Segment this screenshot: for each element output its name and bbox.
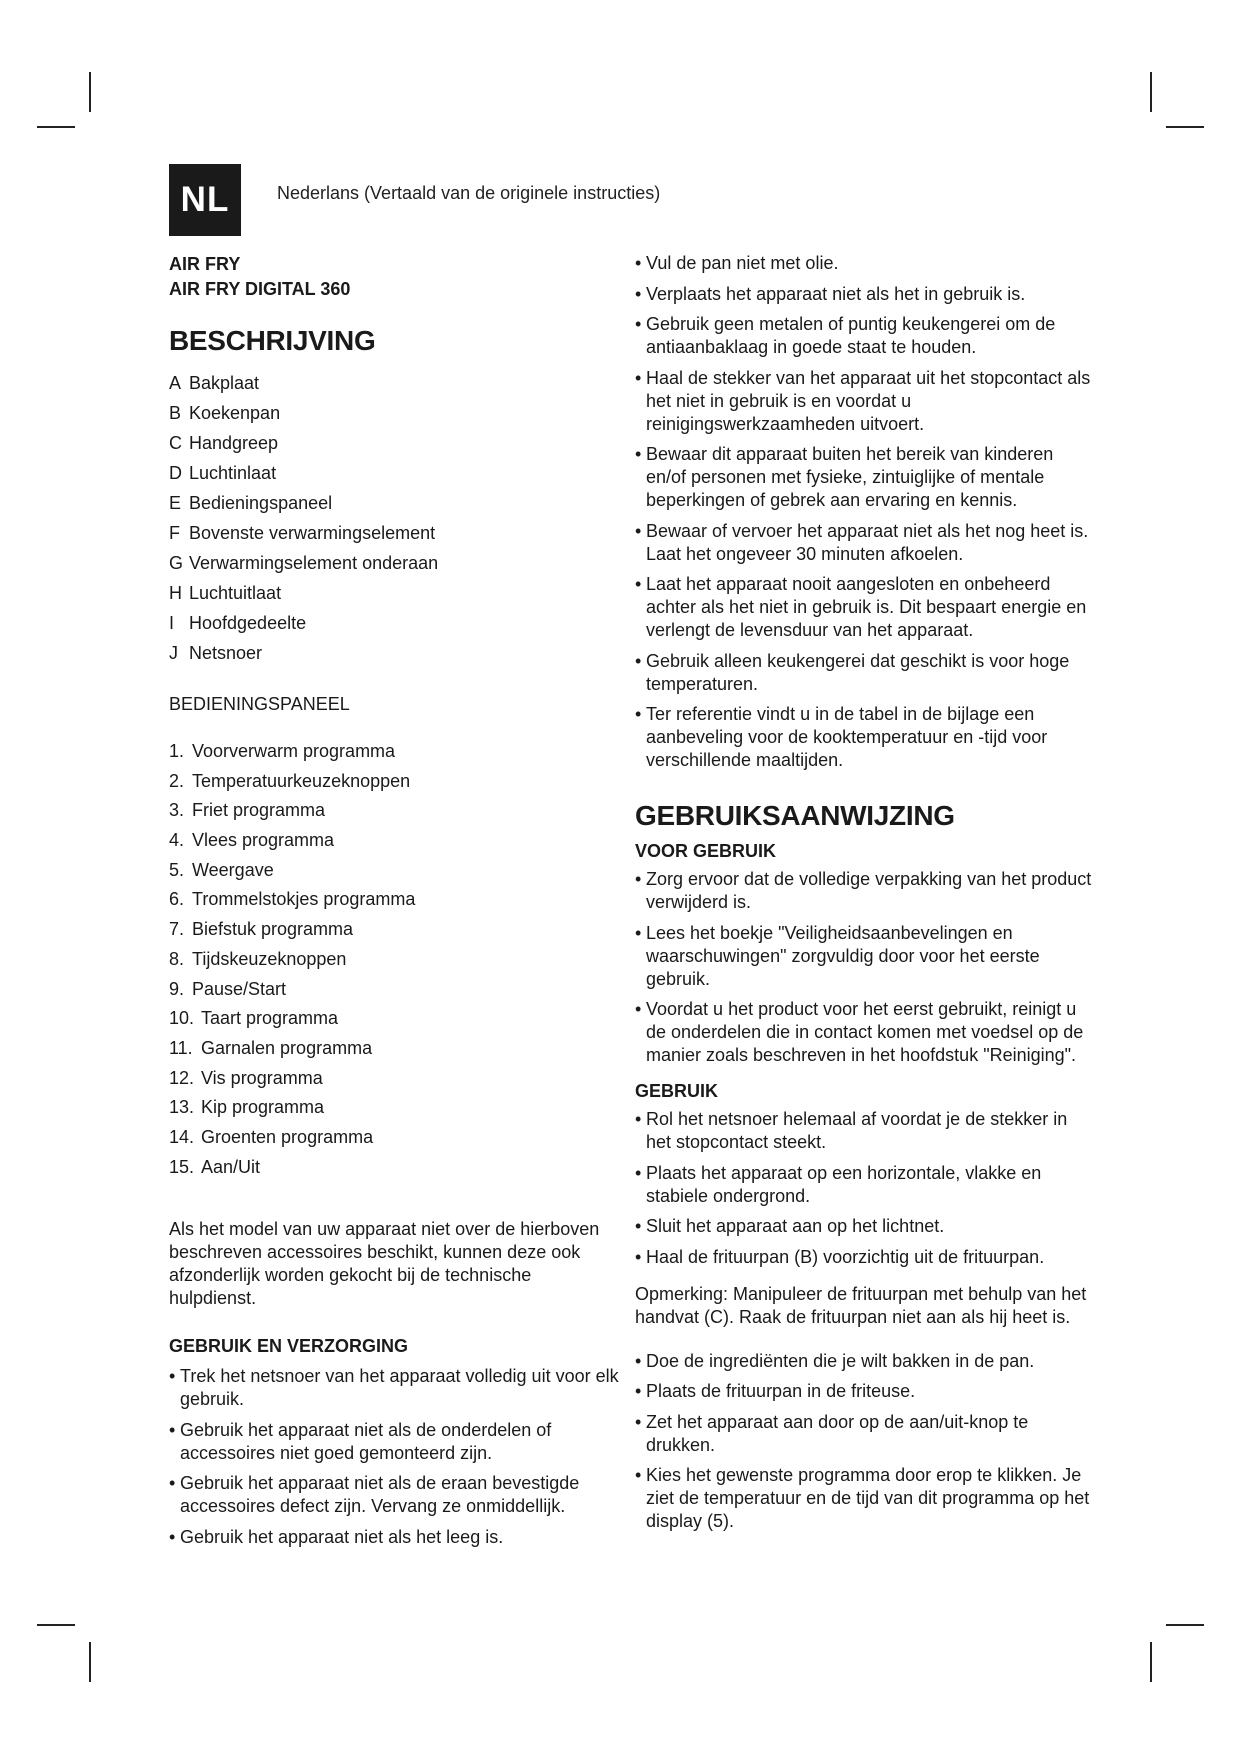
- list-item: 14. Groenten programma: [169, 1126, 374, 1147]
- accessories-note: Als het model van uw apparaat niet over de hierboven beschreven accessoires beschikt, kunnen deze ook afzonderlijk worden gekocht bij de technische hulpdienst.: [169, 1219, 600, 1309]
- list-item: • Bewaar dit apparaat buiten het bereik van kinderen en/of personen met fysieke, zintuiglijke of mentale beperkingen of gebrek aan ervaring en kennis.: [635, 444, 1054, 510]
- list-item: • Voordat u het product voor het eerst gebruikt, reinigt u de onderdelen die in contact komen met voedsel op de manier zoals beschreven in het hoofdstuk "Reiniging".: [635, 999, 1084, 1065]
- list-item: E Bedieningspaneel: [169, 493, 333, 513]
- list-item: • Gebruik alleen keukengerei dat geschikt is voor hoge temperaturen.: [635, 650, 1070, 694]
- language-note: Nederlans (Vertaald van de originele instructies): [277, 183, 661, 203]
- list-item: I Hoofdgedeelte: [169, 613, 307, 633]
- description-heading: BESCHRIJVING: [169, 325, 376, 356]
- control-panel-list: [169, 737, 619, 1182]
- list-item: • Zorg ervoor dat de volledige verpakking van het product verwijderd is.: [635, 869, 1092, 912]
- list-item: 6. Trommelstokjes programma: [169, 889, 416, 910]
- list-item: 15. Aan/Uit: [169, 1156, 261, 1177]
- crop-mark-bottom-right-v: [1150, 1642, 1152, 1682]
- left-column: [169, 252, 619, 1556]
- list-item: C Handgreep: [169, 433, 279, 453]
- list-item: • Trek het netsnoer van het apparaat volledig uit voor elk gebruik.: [169, 1366, 619, 1410]
- list-item: • Bewaar of vervoer het apparaat niet als het nog heet is. Laat het ongeveer 30 minuten afkoelen.: [635, 520, 1089, 564]
- list-item: • Verplaats het apparaat niet als het in gebruik is.: [635, 283, 1026, 304]
- list-item: • Laat het apparaat nooit aangesloten en onbeheerd achter als het niet in gebruik is. Dit bespaart energie en verlengt de levensduur van het apparaat.: [635, 574, 1087, 640]
- list-item: D Luchtinlaat: [169, 463, 277, 483]
- list-item: • Haal de frituurpan (B) voorzichtig uit de frituurpan.: [635, 1246, 1045, 1267]
- control-panel-heading: BEDIENINGSPANEEL: [169, 694, 350, 714]
- list-item: 1. Voorverwarm programma: [169, 741, 396, 761]
- use-care-list-left: [169, 1365, 619, 1549]
- language-badge: NL: [169, 164, 241, 236]
- use-care-list-right: [635, 252, 1095, 772]
- list-item: 3. Friet programma: [169, 800, 326, 821]
- list-item: 10. Taart programma: [169, 1008, 339, 1029]
- right-column: [635, 252, 1095, 1541]
- remark-note: Opmerking: Manipuleer de frituurpan met behulp van het handvat (C). Raak de frituurpan niet aan als hij heet is.: [635, 1283, 1087, 1327]
- crop-mark-bottom-left-h: [37, 1624, 75, 1626]
- list-item: • Vul de pan niet met olie.: [635, 253, 839, 273]
- crop-mark-bottom-left-v: [89, 1642, 91, 1682]
- list-item: • Zet het apparaat aan door op de aan/uit-knop te drukken.: [635, 1411, 1029, 1455]
- list-item: B Koekenpan: [169, 403, 281, 423]
- product-name-1: AIR FRY: [169, 254, 241, 274]
- use-heading: GEBRUIK: [635, 1081, 719, 1101]
- list-item: • Lees het boekje "Veiligheidsaanbevelingen en waarschuwingen" zorgvuldig door voor het eerste gebruik.: [635, 922, 1040, 989]
- list-item: H Luchtuitlaat: [169, 583, 282, 603]
- list-item: 7. Biefstuk programma: [169, 919, 354, 940]
- before-use-heading: VOOR GEBRUIK: [635, 841, 777, 861]
- list-item: • Plaats het apparaat op een horizontale, vlakke en stabiele ondergrond.: [635, 1162, 1042, 1206]
- list-item: 11. Garnalen programma: [169, 1037, 373, 1058]
- list-item: • Gebruik het apparaat niet als de onderdelen of accessoires niet goed gemonteerd zijn.: [169, 1419, 552, 1463]
- list-item: • Kies het gewenste programma door erop te klikken. Je ziet de temperatuur en de tijd van dit programma op het display (5).: [635, 1465, 1090, 1531]
- list-item: • Ter referentie vindt u in de tabel in de bijlage een aanbeveling voor de kooktemperatuur en -tijd voor verschillende maaltijden.: [635, 704, 1048, 770]
- list-item: 13. Kip programma: [169, 1097, 325, 1118]
- list-item: J Netsnoer: [169, 643, 263, 663]
- list-item: • Gebruik geen metalen of puntig keukengerei om de antiaanbaklaag in goede staat te houden.: [635, 314, 1056, 357]
- list-item: 9. Pause/Start: [169, 978, 287, 999]
- instructions-heading: GEBRUIKSAANWIJZING: [635, 800, 955, 831]
- use-care-heading: GEBRUIK EN VERZORGING: [169, 1336, 409, 1357]
- list-item: G Verwarmingselement onderaan: [169, 553, 439, 573]
- use-list: [635, 1108, 1095, 1269]
- crop-mark-top-left-h: [37, 126, 75, 128]
- crop-mark-top-right-h: [1166, 126, 1204, 128]
- before-use-list: [635, 868, 1095, 1067]
- crop-mark-top-left-v: [89, 72, 91, 112]
- list-item: • Rol het netsnoer helemaal af voordat je de stekker in het stopcontact steekt.: [635, 1109, 1068, 1152]
- list-item: 8. Tijdskeuzeknoppen: [169, 948, 347, 969]
- list-item: 4. Vlees programma: [169, 830, 335, 851]
- list-item: • Sluit het apparaat aan op het lichtnet.: [635, 1216, 945, 1236]
- crop-mark-top-right-v: [1150, 72, 1152, 112]
- list-item: 5. Weergave: [169, 859, 274, 880]
- list-item: 12. Vis programma: [169, 1067, 323, 1088]
- list-item: • Plaats de frituurpan in de friteuse.: [635, 1381, 916, 1401]
- list-item: • Gebruik het apparaat niet als het leeg is.: [169, 1526, 504, 1547]
- steps-list: [635, 1350, 1095, 1534]
- product-name-2: AIR FRY DIGITAL 360: [169, 279, 351, 299]
- list-item: 2. Temperatuurkeuzeknoppen: [169, 770, 411, 791]
- list-item: F Bovenste verwarmingselement: [169, 523, 436, 543]
- list-item: • Doe de ingrediënten die je wilt bakken in de pan.: [635, 1350, 1035, 1371]
- crop-mark-bottom-right-h: [1166, 1624, 1204, 1626]
- list-item: A Bakplaat: [169, 373, 260, 393]
- parts-list: [169, 368, 619, 668]
- list-item: • Gebruik het apparaat niet als de eraan bevestigde accessoires defect zijn. Vervang ze onmiddellijk.: [169, 1473, 580, 1517]
- list-item: • Haal de stekker van het apparaat uit het stopcontact als het niet in gebruik is en voordat u reinigingswerkzaamheden uitvoert.: [635, 367, 1091, 434]
